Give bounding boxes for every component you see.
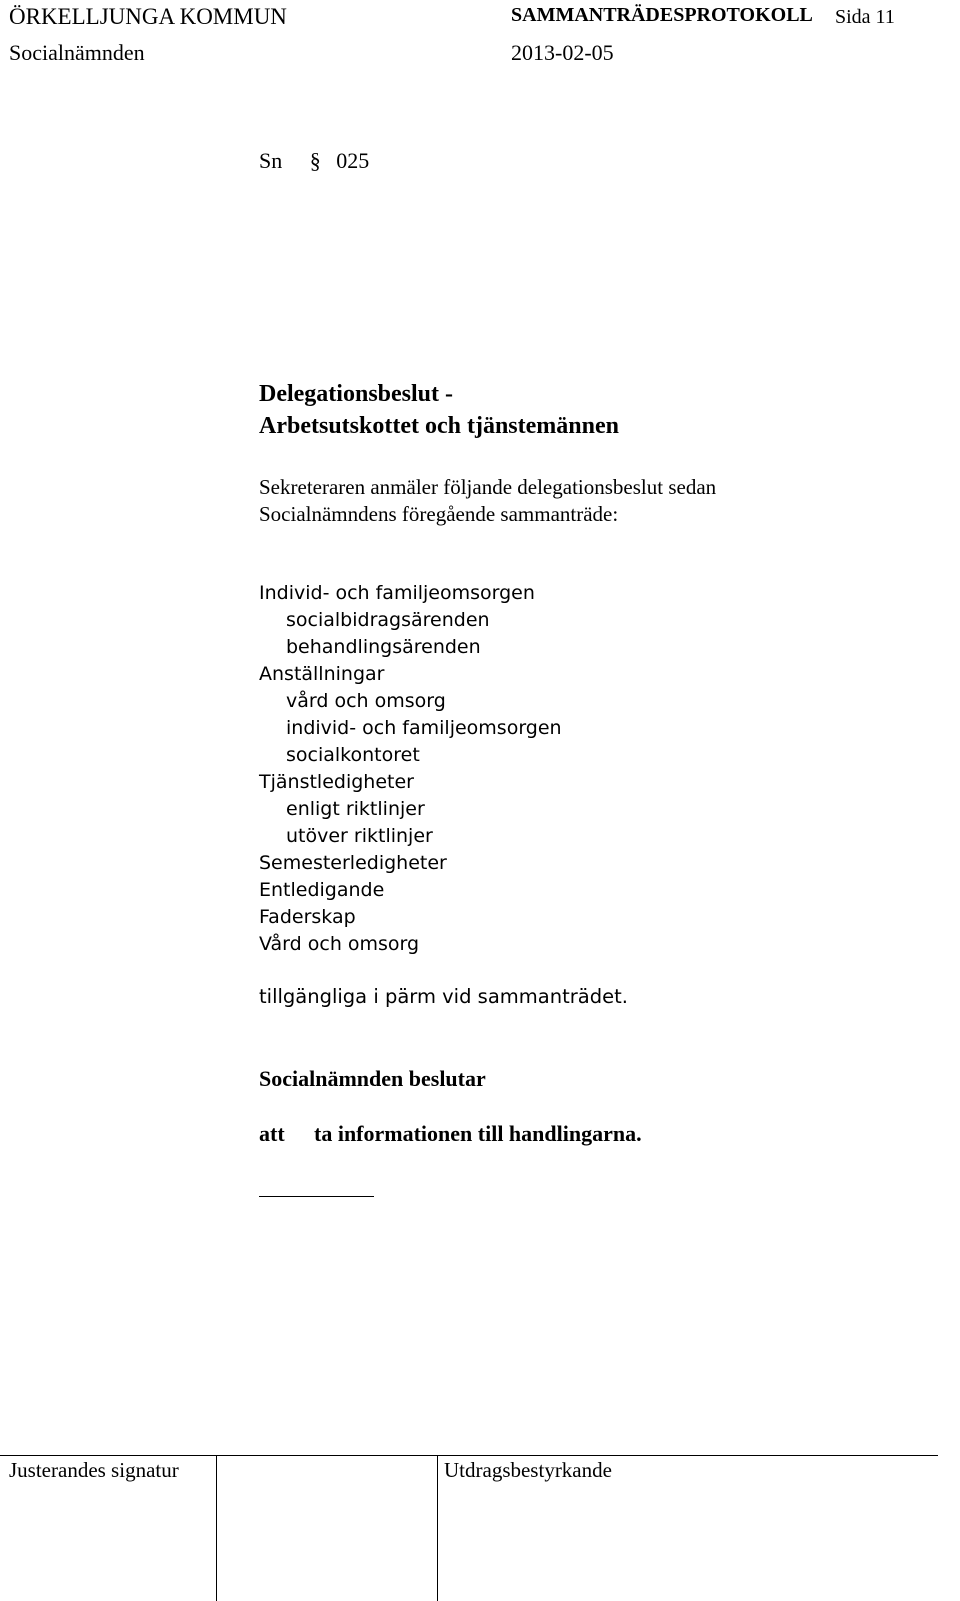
intro-line-1: Sekreteraren anmäler följande delegationsbeslut sedan [259,475,717,499]
list-item: Tjänstledigheter [259,771,414,793]
delegation-list [259,580,562,958]
list-item: Entledigande [259,879,385,901]
section-sign: § [309,148,321,173]
paragraph-prefix: Sn [259,148,283,173]
title-line-2: Arbetsutskottet och tjänstemännen [259,413,619,439]
intro-line-2: Socialnämndens föregående sammanträde: [259,502,619,526]
list-item: socialkontoret [286,744,420,766]
page-title [259,378,619,442]
footer-rule [0,1455,938,1456]
decision-text: ta informationen till handlingarna. [314,1121,642,1146]
document-type: SAMMANTRÄDESPROTOKOLL [511,4,813,26]
list-item: Anställningar [259,663,385,685]
end-rule [259,1196,374,1197]
decision-att: att [259,1121,285,1146]
list-item: utöver riktlinjer [286,825,433,847]
committee-name: Socialnämnden [9,40,145,65]
list-item: behandlingsärenden [286,636,481,658]
footer-divider [437,1456,438,1601]
page-number: Sida 11 [835,6,895,28]
list-item: Semesterledigheter [259,852,447,874]
list-item: Vård och omsorg [259,933,420,955]
intro-text [259,474,716,528]
list-item: socialbidragsärenden [286,609,490,631]
list-item: individ- och familjeomsorgen [286,717,562,739]
organization-name: ÖRKELLJUNGA KOMMUN [9,4,287,29]
decision-statement [259,1121,642,1147]
meeting-date: 2013-02-05 [511,40,614,65]
list-item: enligt riktlinjer [286,798,425,820]
footer-divider [216,1456,217,1601]
decision-heading: Socialnämnden beslutar [259,1066,486,1091]
title-line-1: Delegationsbeslut - [259,381,453,407]
paragraph-number [259,148,369,174]
list-item: Faderskap [259,906,356,928]
list-item: Individ- och familjeomsorgen [259,582,535,604]
list-item: vård och omsorg [286,690,446,712]
paragraph-value: 025 [336,148,370,173]
signature-label: Justerandes signatur [9,1458,179,1482]
certification-label: Utdragsbestyrkande [444,1458,612,1482]
closing-text: tillgängliga i pärm vid sammanträdet. [259,985,628,1008]
